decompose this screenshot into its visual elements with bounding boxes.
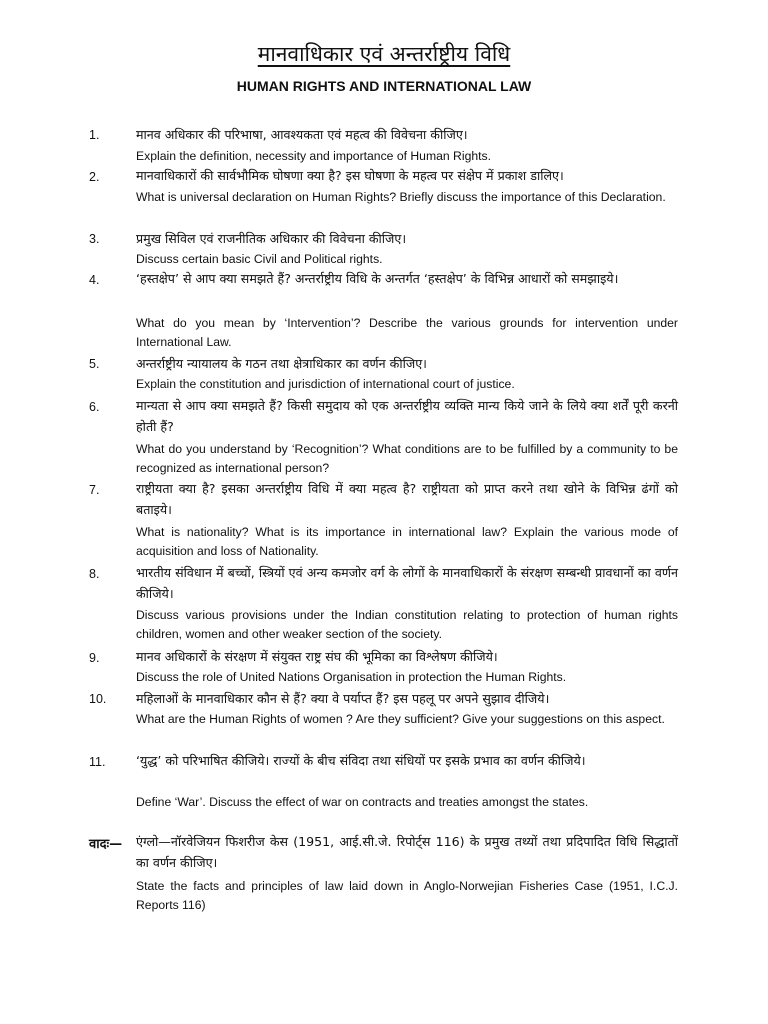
question-text-hindi: महिलाओं के मानवाधिकार कौन से हैं? क्या वे पर्याप्त हैं? इस पहलू पर अपने सुझाव दीजिये। [136,691,550,706]
case-text-hindi: एंग्लो—नॉरवेजियन फिशरीज केस (1951, आई.सी.जे. रिपोर्ट्स 116) के प्रमुख तथ्यों तथा प्रदिपादित विधि सिद्धातों का वर्णन कीजिए। [136,834,678,870]
question-number: 8. [89,567,100,581]
page-title-english: HUMAN RIGHTS AND INTERNATIONAL LAW [236,78,532,94]
question-number: 7. [89,483,100,497]
question-text-hindi: मानव अधिकारों के संरक्षण में संयुक्त राष्ट्र संघ की भूमिका का विश्लेषण कीजिये। [136,649,498,664]
question-text-hindi: मानवाधिकारों की सार्वभौमिक घोषणा क्या है? इस घोषणा के महत्व पर संक्षेप में प्रकाश डालिए। [136,168,564,183]
question-text-english: What are the Human Rights of women ? Are they sufficient? Give your suggestions on this aspect. [136,712,665,726]
question-number: 2. [89,170,100,184]
case-label: वादः— [89,837,123,852]
question-number: 5. [89,357,100,371]
question-text-english: What do you mean by ‘Intervention’? Describe the various grounds for intervention under International Law. [136,316,678,349]
question-number: 9. [89,651,100,665]
question-text-hindi: प्रमुख सिविल एवं राजनीतिक अधिकार की विवेचना कीजिए। [136,231,407,246]
question-text-hindi: ‘युद्ध’ को परिभाषित कीजिये। राज्यों के बीच संविदा तथा संधियों पर इसके प्रभाव का वर्णन कीजिये। [136,753,586,768]
case-text-english: State the facts and principles of law laid down in Anglo-Norwejian Fisheries Case (1951, I.C.J. Reports 116) [136,879,678,912]
question-text-english: Define ‘War’. Discuss the effect of war on contracts and treaties amongst the states. [136,795,589,809]
question-text-english: Explain the definition, necessity and importance of Human Rights. [136,149,491,163]
question-text-english: What is universal declaration on Human Rights? Briefly discuss the importance of this Declaration. [136,190,666,204]
page-title-hindi: मानवाधिकार एवं अन्तर्राष्ट्रीय विधि [257,42,511,66]
question-number: 3. [89,232,100,246]
question-text-english: What is nationality? What is its importance in international law? Explain the various mode of acquisition and loss of Nationality. [136,525,678,558]
question-text-hindi: मान्यता से आप क्या समझते हैं? किसी समुदाय को एक अन्तर्राष्ट्रीय व्यक्ति मान्य किये जाने के लिये क्या शर्तें पूरी करनी होती हैं? [136,398,678,434]
question-text-english: Discuss certain basic Civil and Political rights. [136,252,383,266]
question-number: 6. [89,400,100,414]
question-text-hindi: मानव अधिकार की परिभाषा, आवश्यकता एवं महत्व की विवेचना कीजिए। [136,127,468,142]
question-number: 1. [89,128,100,142]
question-number: 4. [89,273,100,287]
question-text-hindi: भारतीय संविधान में बच्चों, स्त्रियों एवं अन्य कमजोर वर्ग के लोगों के मानवाधिकारों के संरक्षण सम्बन्धी प्रावधानों का वर्णन कीजिये। [136,565,678,601]
question-text-english: Discuss the role of United Nations Organisation in protection the Human Rights. [136,670,567,684]
question-text-english: Discuss various provisions under the Indian constitution relating to protection of human rights children, women and other weaker section of the society. [136,608,678,641]
question-text-hindi: अन्तर्राष्ट्रीय न्यायालय के गठन तथा क्षेत्राधिकार का वर्णन कीजिए। [136,356,427,371]
question-text-hindi: ‘हस्तक्षेप’ से आप क्या समझते हैं? अन्तर्राष्ट्रीय विधि के अन्तर्गत ‘हस्तक्षेप’ के विभिन्न आधारों को समझाइये। [136,271,619,286]
question-text-english: What do you understand by ‘Recognition’? What conditions are to be fulfilled by a community to be recognized as international person? [136,442,678,475]
question-text-english: Explain the constitution and jurisdiction of international court of justice. [136,377,515,391]
question-number: 11. [89,755,106,769]
question-text-hindi: राष्ट्रीयता क्या है? इसका अन्तर्राष्ट्रीय विधि में क्या महत्व है? राष्ट्रीयता को प्राप्त करने तथा खोने के विभिन्न ढंगों को बताइये। [136,481,678,517]
question-number: 10. [89,692,107,706]
